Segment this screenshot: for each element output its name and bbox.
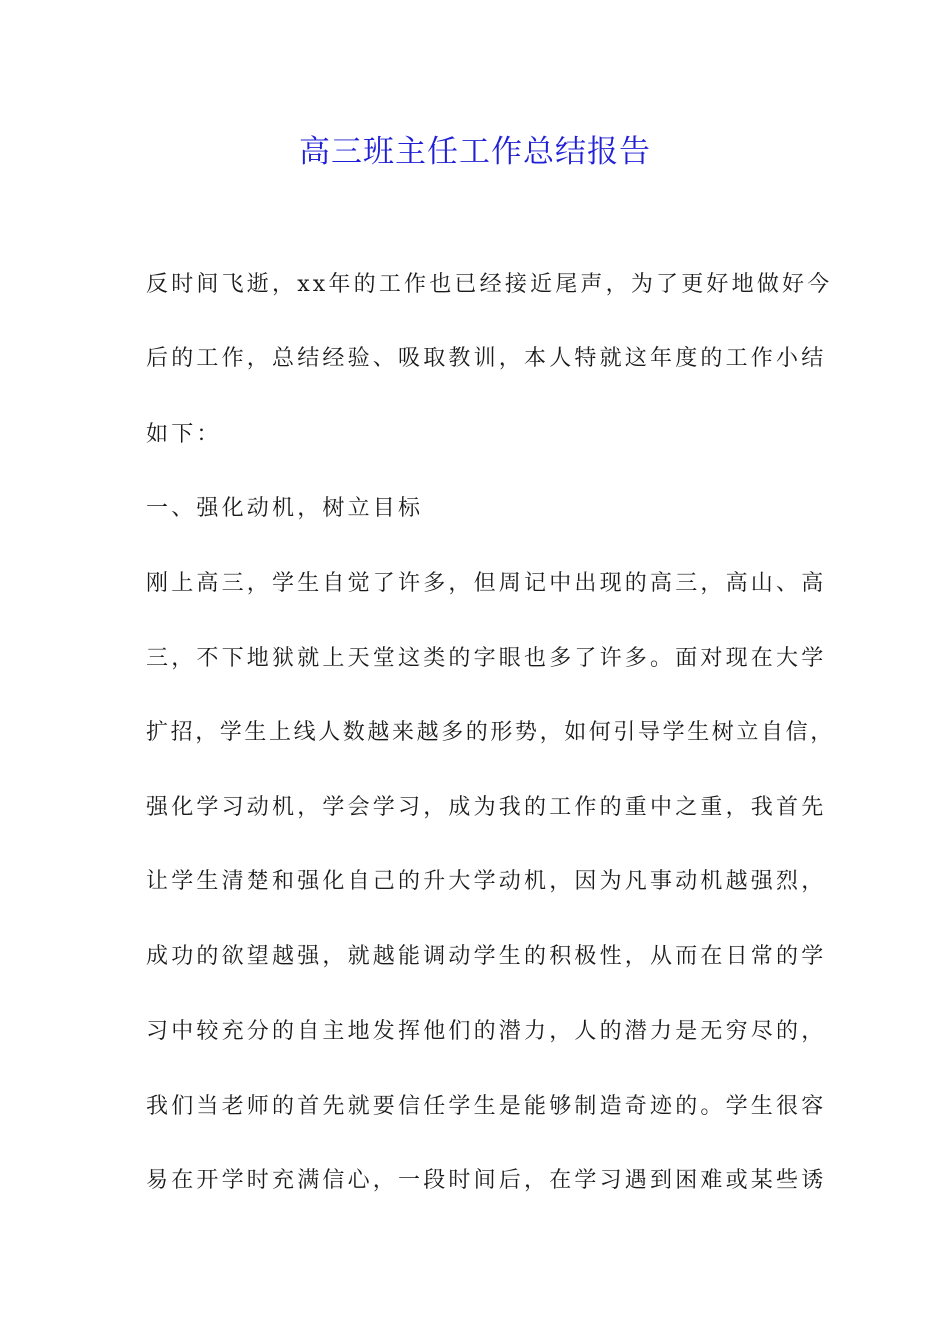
body-line-9: 让学生清楚和强化自己的升大学动机，因为凡事动机越强烈， [146, 869, 827, 894]
document-title: 高三班主任工作总结报告 [299, 134, 651, 170]
body-line-6: 三，不下地狱就上天堂这类的字眼也多了许多。面对现在大学 [146, 646, 827, 671]
body-line-11: 习中较充分的自主地发挥他们的潜力，人的潜力是无穷尽的， [146, 1019, 827, 1044]
body-line-8: 强化学习动机，学会学习，成为我的工作的重中之重，我首先 [146, 795, 827, 820]
body-line-2: 后的工作，总结经验、吸取教训，本人特就这年度的工作小结 [146, 346, 827, 371]
body-line-3: 如下： [146, 422, 222, 447]
section-heading: 一、强化动机，树立目标 [146, 496, 424, 521]
body-line-13: 易在开学时充满信心，一段时间后，在学习遇到困难或某些诱 [146, 1168, 827, 1193]
body-line-5: 刚上高三，学生自觉了许多，但周记中出现的高三，高山、高 [146, 571, 827, 596]
body-line-7: 扩招，学生上线人数越来越多的形势，如何引导学生树立自信， [146, 720, 835, 745]
body-line-10: 成功的欲望越强，就越能调动学生的积极性，从而在日常的学 [146, 944, 827, 969]
body-line-1: 反时间飞逝，xx年的工作也已经接近尾声，为了更好地做好今 [146, 272, 833, 297]
body-line-12: 我们当老师的首先就要信任学生是能够制造奇迹的。学生很容 [146, 1094, 827, 1119]
